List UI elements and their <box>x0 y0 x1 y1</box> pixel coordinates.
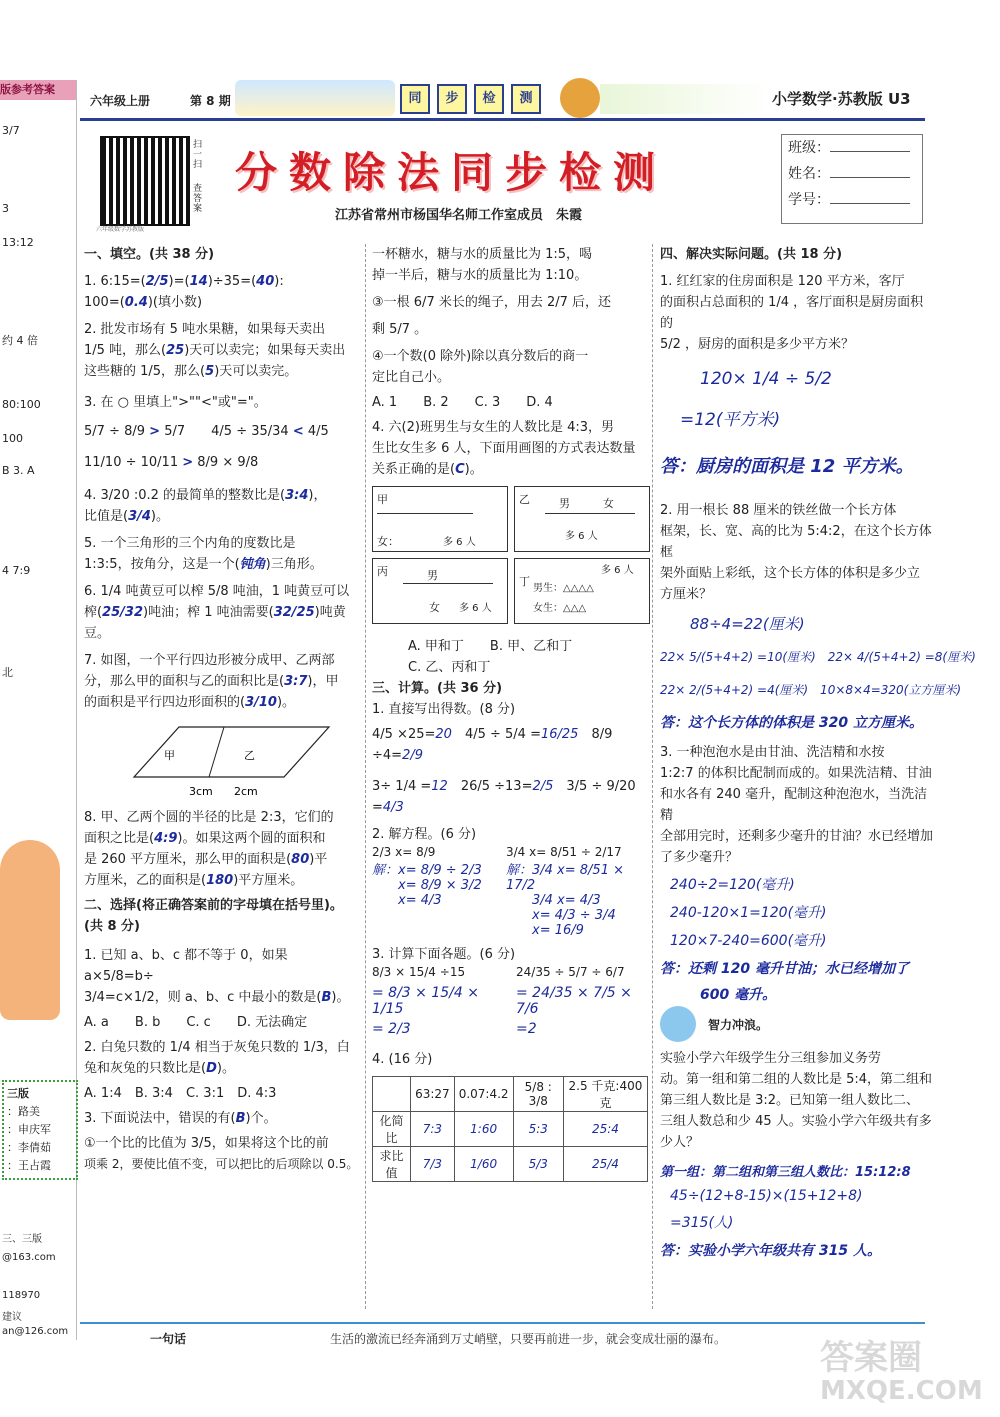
sync-test-stamp <box>400 84 555 114</box>
problem-2-cont: 框架，长、宽、高的比为 5:4:2，在这个长方体框 <box>660 524 932 560</box>
issue-label: 第 8 期 <box>190 94 231 108</box>
strip-item: 4 7:9 <box>2 564 31 577</box>
strip-item: 3 <box>2 202 9 215</box>
question-5-cont: 1:3:5，按角分，这是一个(钝角)三角形。 <box>84 557 323 572</box>
problem-2-cont: 架外面贴上彩纸，这个长方体的体积是多少立 <box>660 566 921 581</box>
table-row: 63:27 0.07:4.2 5/8 : 3/8 2.5 千克:400 克 <box>373 1077 648 1112</box>
problem-4: 实验小学六年级学生分三组参加义务劳 <box>660 1051 882 1066</box>
statement-3-cont: 剩 5/7 。 <box>372 322 428 337</box>
problem-3-answer: 600 毫升。 <box>700 987 777 1003</box>
question-4-cont: 比值是(3/4)。 <box>84 509 169 524</box>
qr-caption: 六年级数学苏教版 <box>96 226 145 233</box>
question-1: 1. 6:15=(2/5)=(14)÷35=(40): <box>84 274 284 289</box>
problem-2-cont: 方厘米？ <box>660 587 713 602</box>
choice-4-options: C. 乙、丙和丁 <box>408 660 491 675</box>
problem-3-cont: 和水各有 240 毫升，配制这种泡泡水，当洗洁精 <box>660 787 928 823</box>
choice-4: 4. 六(2)班男生与女生的人数比是 4:3，男 <box>372 420 615 435</box>
strip-title: 版参考答案 <box>0 80 76 100</box>
question-8: 8. 甲、乙两个圆的半径的比是 2:3，它们的 <box>84 810 334 825</box>
expressions <box>372 965 648 1037</box>
left-answer-strip <box>0 80 77 1340</box>
student-info-box <box>781 134 923 224</box>
credit-line: 三版 <box>7 1087 29 1100</box>
question-6-cont: 豆。 <box>84 626 111 641</box>
strip-bottom: 118970 <box>2 1290 41 1301</box>
question-2-cont: 1/5 吨，那么(25)天可以卖完；如果每天卖出 <box>84 343 346 358</box>
expression-1: 8/3 × 15/4 ÷15 = 8/3 × 15/4 × 1/15 = 2/3 <box>372 965 479 1037</box>
section-heading: 三、计算。(共 36 分) <box>372 681 503 696</box>
stamp-char: 同 <box>400 84 430 114</box>
ratio-diagrams <box>372 486 648 636</box>
stamp-char: 测 <box>511 84 541 114</box>
strip-item: 13:12 <box>2 236 34 249</box>
choice-2: 2. 白兔只数的 1/4 相当于灰兔只数的 1/3，白 <box>84 1040 350 1055</box>
question-3: 3. 在 ○ 里填上">""<"或"="。 <box>84 395 267 410</box>
problem-3-cont: 全部用完时，还剩多少毫升的甘油？水已经增加 <box>660 829 934 844</box>
section-heading: 四、解决实际问题。(共 18 分) <box>660 247 843 262</box>
problem-3-cont: 了多少毫升？ <box>660 850 739 865</box>
statement-3: ③一根 6/7 米长的绳子，用去 2/7 后，还 <box>372 295 612 310</box>
section-heading: 二、选择(将正确答案前的字母填在括号里)。 <box>84 898 343 913</box>
qr-label-answer: 查答案 <box>193 184 203 214</box>
choice-2-options: A. 1:4 B. 3:4 C. 3:1 D. 4:3 <box>84 1086 277 1101</box>
question-8-cont: 方厘米，乙的面积是(180)平方厘米。 <box>84 873 304 888</box>
expression-2: 24/35 ÷ 5/7 ÷ 6/7 = 24/35 × 7/5 × 7/6 =2 <box>516 965 632 1037</box>
stamp-char: 步 <box>437 84 467 114</box>
ratio-table <box>372 1076 648 1182</box>
problem-4-solution: =315(人) <box>670 1215 734 1231</box>
strip-bottom: 建议 <box>2 1312 22 1323</box>
column-calculation <box>372 244 648 1182</box>
problem-2-answer: 答：这个长方体的体积是 320 立方厘米。 <box>660 715 923 731</box>
problem-1: 1. 红红家的住房面积是 120 平方米，客厅 <box>660 274 905 289</box>
header-rule <box>80 118 925 121</box>
table-row: 化简比 7:3 1:60 5:3 25:4 <box>373 1112 648 1147</box>
choice-2-cont: 兔和灰兔的只数比是(D)。 <box>84 1061 235 1076</box>
question-6: 6. 1/4 吨黄豆可以榨 5/8 吨油，1 吨黄豆可以 <box>84 584 350 599</box>
strip-bottom: an@126.com <box>2 1326 69 1337</box>
choice-4-options: A. 甲和丁 B. 甲、乙和丁 <box>408 639 573 654</box>
problem-1-solution: 120× 1/4 ÷ 5/2 <box>700 369 832 389</box>
subject-label: 小学数学·苏教版 U3 <box>772 90 911 108</box>
name-field[interactable]: 姓名： <box>782 161 922 187</box>
statement-2: 一杯糖水，糖与水的质量比为 1:5，喝 <box>372 247 593 262</box>
problem-2: 2. 用一根长 88 厘米的铁丝做一个长方体 <box>660 503 897 518</box>
problem-4-cont: 第三组人数比是 3:2。已知第一组人数比二、 <box>660 1093 920 1108</box>
problem-3-cont: 1:2:7 的体积比配制而成的。如果洗洁精、甘油 <box>660 766 932 781</box>
problem-4-cont: 动。第一组和第二组的人数比是 5:4，第二组和 <box>660 1072 933 1087</box>
question-7: 7. 如图，一个平行四边形被分成甲、乙两部 <box>84 653 335 668</box>
surfer-boy-image <box>660 1006 696 1042</box>
class-field[interactable]: 班级： <box>782 135 922 161</box>
calc-1-heading: 1. 直接写出得数。(8 分) <box>372 702 516 717</box>
problem-4-answer: 答：实验小学六年级共有 315 人。 <box>660 1243 881 1259</box>
page-title: 分数除法同步检测 <box>235 148 668 197</box>
strip-item: 北 <box>2 666 13 679</box>
question-3-row: 11/10 ÷ 10/11 > 8/9 × 9/8 <box>84 455 259 470</box>
author-line: 江苏省常州市杨国华名师工作室成员 朱霞 <box>335 208 583 223</box>
problem-3: 3. 一种泡泡水是由甘油、洗洁精和水按 <box>660 745 885 760</box>
diagram-yi: 乙 男 女 多 6 人 <box>514 486 650 552</box>
credit-line: ：路美 <box>7 1105 40 1118</box>
choice-3: 3. 下面说法中，错误的有(B)个。 <box>84 1111 277 1126</box>
watermark-url: MXQE.COM <box>820 1376 983 1406</box>
stamp-char: 检 <box>474 84 504 114</box>
brain-teaser-heading <box>660 1006 936 1042</box>
strip-item: 3/7 <box>2 124 20 137</box>
problem-1-solution: =12(平方米) <box>680 410 781 430</box>
statement-2-cont: 掉一半后，糖与水的质量比为 1:10。 <box>372 268 588 283</box>
choice-1: 1. 已知 a、b、c 都不等于 0，如果 a×5/8=b÷ <box>84 948 288 984</box>
brain-teaser-title: 智力冲浪。 <box>708 1017 769 1032</box>
column-divider <box>652 244 653 1309</box>
calc-1-row: 3÷ 1/4 =12 26/5 ÷13=2/5 3/5 ÷ 9/20 =4/3 <box>372 779 636 815</box>
calc-1-row: 4/5 ×25=20 4/5 ÷ 5/4 =16/25 8/9 ÷4=2/9 <box>372 727 613 763</box>
choice-3-statement: ①一个比的比值为 3/5，如果将这个比的前 <box>84 1136 329 1151</box>
question-3-row: 5/7 ÷ 8/9 > 5/7 4/5 ÷ 35/34 < 4/5 <box>84 424 329 439</box>
problem-2-solution: 22× 5/(5+4+2) =10(厘米) 22× 4/(5+4+2) =8(厘米) <box>660 650 976 664</box>
diagram-bing: 丙 男 女 多 6 人 <box>372 558 508 624</box>
credit-line: ：申庆军 <box>7 1123 51 1136</box>
statement-4-cont: 定比自己小。 <box>372 370 451 385</box>
strip-bottom: 三、三版 <box>2 1234 42 1245</box>
calc-4-heading: 4. (16 分) <box>372 1052 433 1067</box>
calc-2-heading: 2. 解方程。(6 分) <box>372 827 477 842</box>
equations <box>372 845 648 938</box>
choice-4-cont: 关系正确的是(C)。 <box>372 462 483 477</box>
diagram-jia: 甲 女： 多 6 人 <box>372 486 508 552</box>
choice-3-statement: 项乘 2，要使比值不变，可以把比的后项除以 0.5。 <box>84 1157 359 1171</box>
credit-line: ：李倩茹 <box>7 1141 51 1154</box>
question-5: 5. 一个三角形的三个内角的度数比是 <box>84 536 296 551</box>
figure-label-jia: 甲 <box>164 749 175 762</box>
tiger-mascot-image <box>560 78 600 118</box>
footer-label: 一句话 <box>150 1332 187 1346</box>
question-7-cont: 分，那么甲的面积与乙的面积比是(3:7)，甲 <box>84 674 339 689</box>
problem-2-solution: 22× 2/(5+4+2) =4(厘米) 10×8×4=320(立方厘米) <box>660 683 962 697</box>
question-1-cont: 100=(0.4)(填小数) <box>84 295 203 310</box>
question-8-cont: 面积之比是(4:9)。如果这两个圆的面积和 <box>84 831 326 846</box>
question-6-cont: 榨(25/32)吨油；榨 1 吨油需要(32/25)吨黄 <box>84 605 346 620</box>
problem-1-cont: 的面积占总面积的 1/4 ，客厅面积是厨房面积的 <box>660 295 924 331</box>
choice-4-cont: 生比女生多 6 人，下面用画图的方式表达数量 <box>372 441 636 456</box>
problem-1-answer: 答：厨房的面积是 12 平方米。 <box>660 456 914 477</box>
calc-3-heading: 3. 计算下面各题。(6 分) <box>372 947 516 962</box>
problem-2-solution: 88÷4=22(厘米) <box>690 615 805 633</box>
choice-3-options: A. 1 B. 2 C. 3 D. 4 <box>372 395 553 410</box>
column-problems <box>660 244 976 1260</box>
grade-label: 六年级上册 <box>90 94 151 108</box>
qr-label-scan: 扫一扫 <box>193 140 203 170</box>
section-heading: (共 8 分) <box>84 919 140 934</box>
qr-code-image[interactable] <box>100 136 190 226</box>
column-divider <box>365 244 366 1309</box>
editor-credits <box>2 1080 78 1180</box>
column-fill-in <box>84 244 360 1175</box>
question-7-cont: 的面积是平行四边形面积的(3/10)。 <box>84 695 296 710</box>
strip-item: 100 <box>2 432 23 445</box>
credit-line: ：王占霞 <box>7 1159 51 1172</box>
statement-4: ④一个数(0 除外)除以真分数后的商一 <box>372 349 589 364</box>
strip-item: 80:100 <box>2 398 41 411</box>
choice-1-options: A. a B. b C. c D. 无法确定 <box>84 1015 308 1030</box>
question-2: 2. 批发市场有 5 吨水果糖，如果每天卖出 <box>84 322 326 337</box>
equation-1: 2/3 x= 8/9 解：x= 8/9 ÷ 2/3 x= 8/9 × 3/2 x= 4/3 <box>372 845 482 908</box>
strip-item: B 3. A <box>2 464 35 477</box>
watermark-logo: 答案圈 <box>820 1338 922 1378</box>
problem-4-solution: 45÷(12+8-15)×(15+12+8) <box>670 1188 863 1204</box>
question-2-cont: 这些糖的 1/5，那么(5)天可以卖完。 <box>84 364 298 379</box>
table-row: 求比值 7/3 1/60 5/3 25/4 <box>373 1147 648 1182</box>
cat-mascot-image <box>0 840 60 1020</box>
equation-2: 3/4 x= 8/51 ÷ 2/17 解：3/4 x= 8/51 × 17/2 3/4 x= 4/3 x= 4/3 ÷ 3/4 x= 16/9 <box>506 845 624 938</box>
parallelogram-figure <box>84 719 354 799</box>
footer-quote: 生活的激流已经奔涌到万丈峭壁，只要再前进一步，就会变成壮丽的瀑布。 <box>330 1332 727 1346</box>
question-4: 4. 3/20 :0.2 的最简单的整数比是(3:4)， <box>84 488 327 503</box>
figure-width-1: 3cm <box>189 785 213 798</box>
choice-1-cont: 3/4=c×1/2，则 a、b、c 中最小的数是(B)。 <box>84 990 350 1005</box>
problem-3-solution: 120×7-240=600(毫升) <box>670 933 827 949</box>
landscape-banner-image <box>600 84 770 114</box>
problem-1-cont: 5/2 ，厨房的面积是多少平方米？ <box>660 337 855 352</box>
footer-bar <box>80 1322 925 1350</box>
question-8-cont: 是 260 平方厘米，那么甲的面积是(80)平 <box>84 852 328 867</box>
problem-4-cont: 少人？ <box>660 1135 700 1150</box>
problem-3-solution: 240÷2=120(毫升) <box>670 877 795 893</box>
problem-3-solution: 240-120×1=120(毫升) <box>670 905 827 921</box>
figure-label-yi: 乙 <box>244 749 255 762</box>
section-heading: 一、填空。(共 38 分) <box>84 247 215 262</box>
problem-3-answer: 答：还剩 120 毫升甘油；水已经增加了 <box>660 961 909 977</box>
diagram-ding: 丁 多 6 人 男生：△△△△ 女生：△△△ <box>514 558 650 624</box>
strip-item: 约 4 倍 <box>2 334 38 347</box>
problem-4-cont: 三组人数总和少 45 人。实验小学六年级共有多 <box>660 1114 932 1129</box>
strip-bottom: @163.com <box>2 1252 56 1263</box>
castle-banner-image <box>235 80 395 116</box>
problem-4-solution: 第一组：第二组和第三组人数比：15:12:8 <box>660 1165 911 1180</box>
id-field[interactable]: 学号： <box>782 187 922 213</box>
figure-width-2: 2cm <box>234 785 258 798</box>
